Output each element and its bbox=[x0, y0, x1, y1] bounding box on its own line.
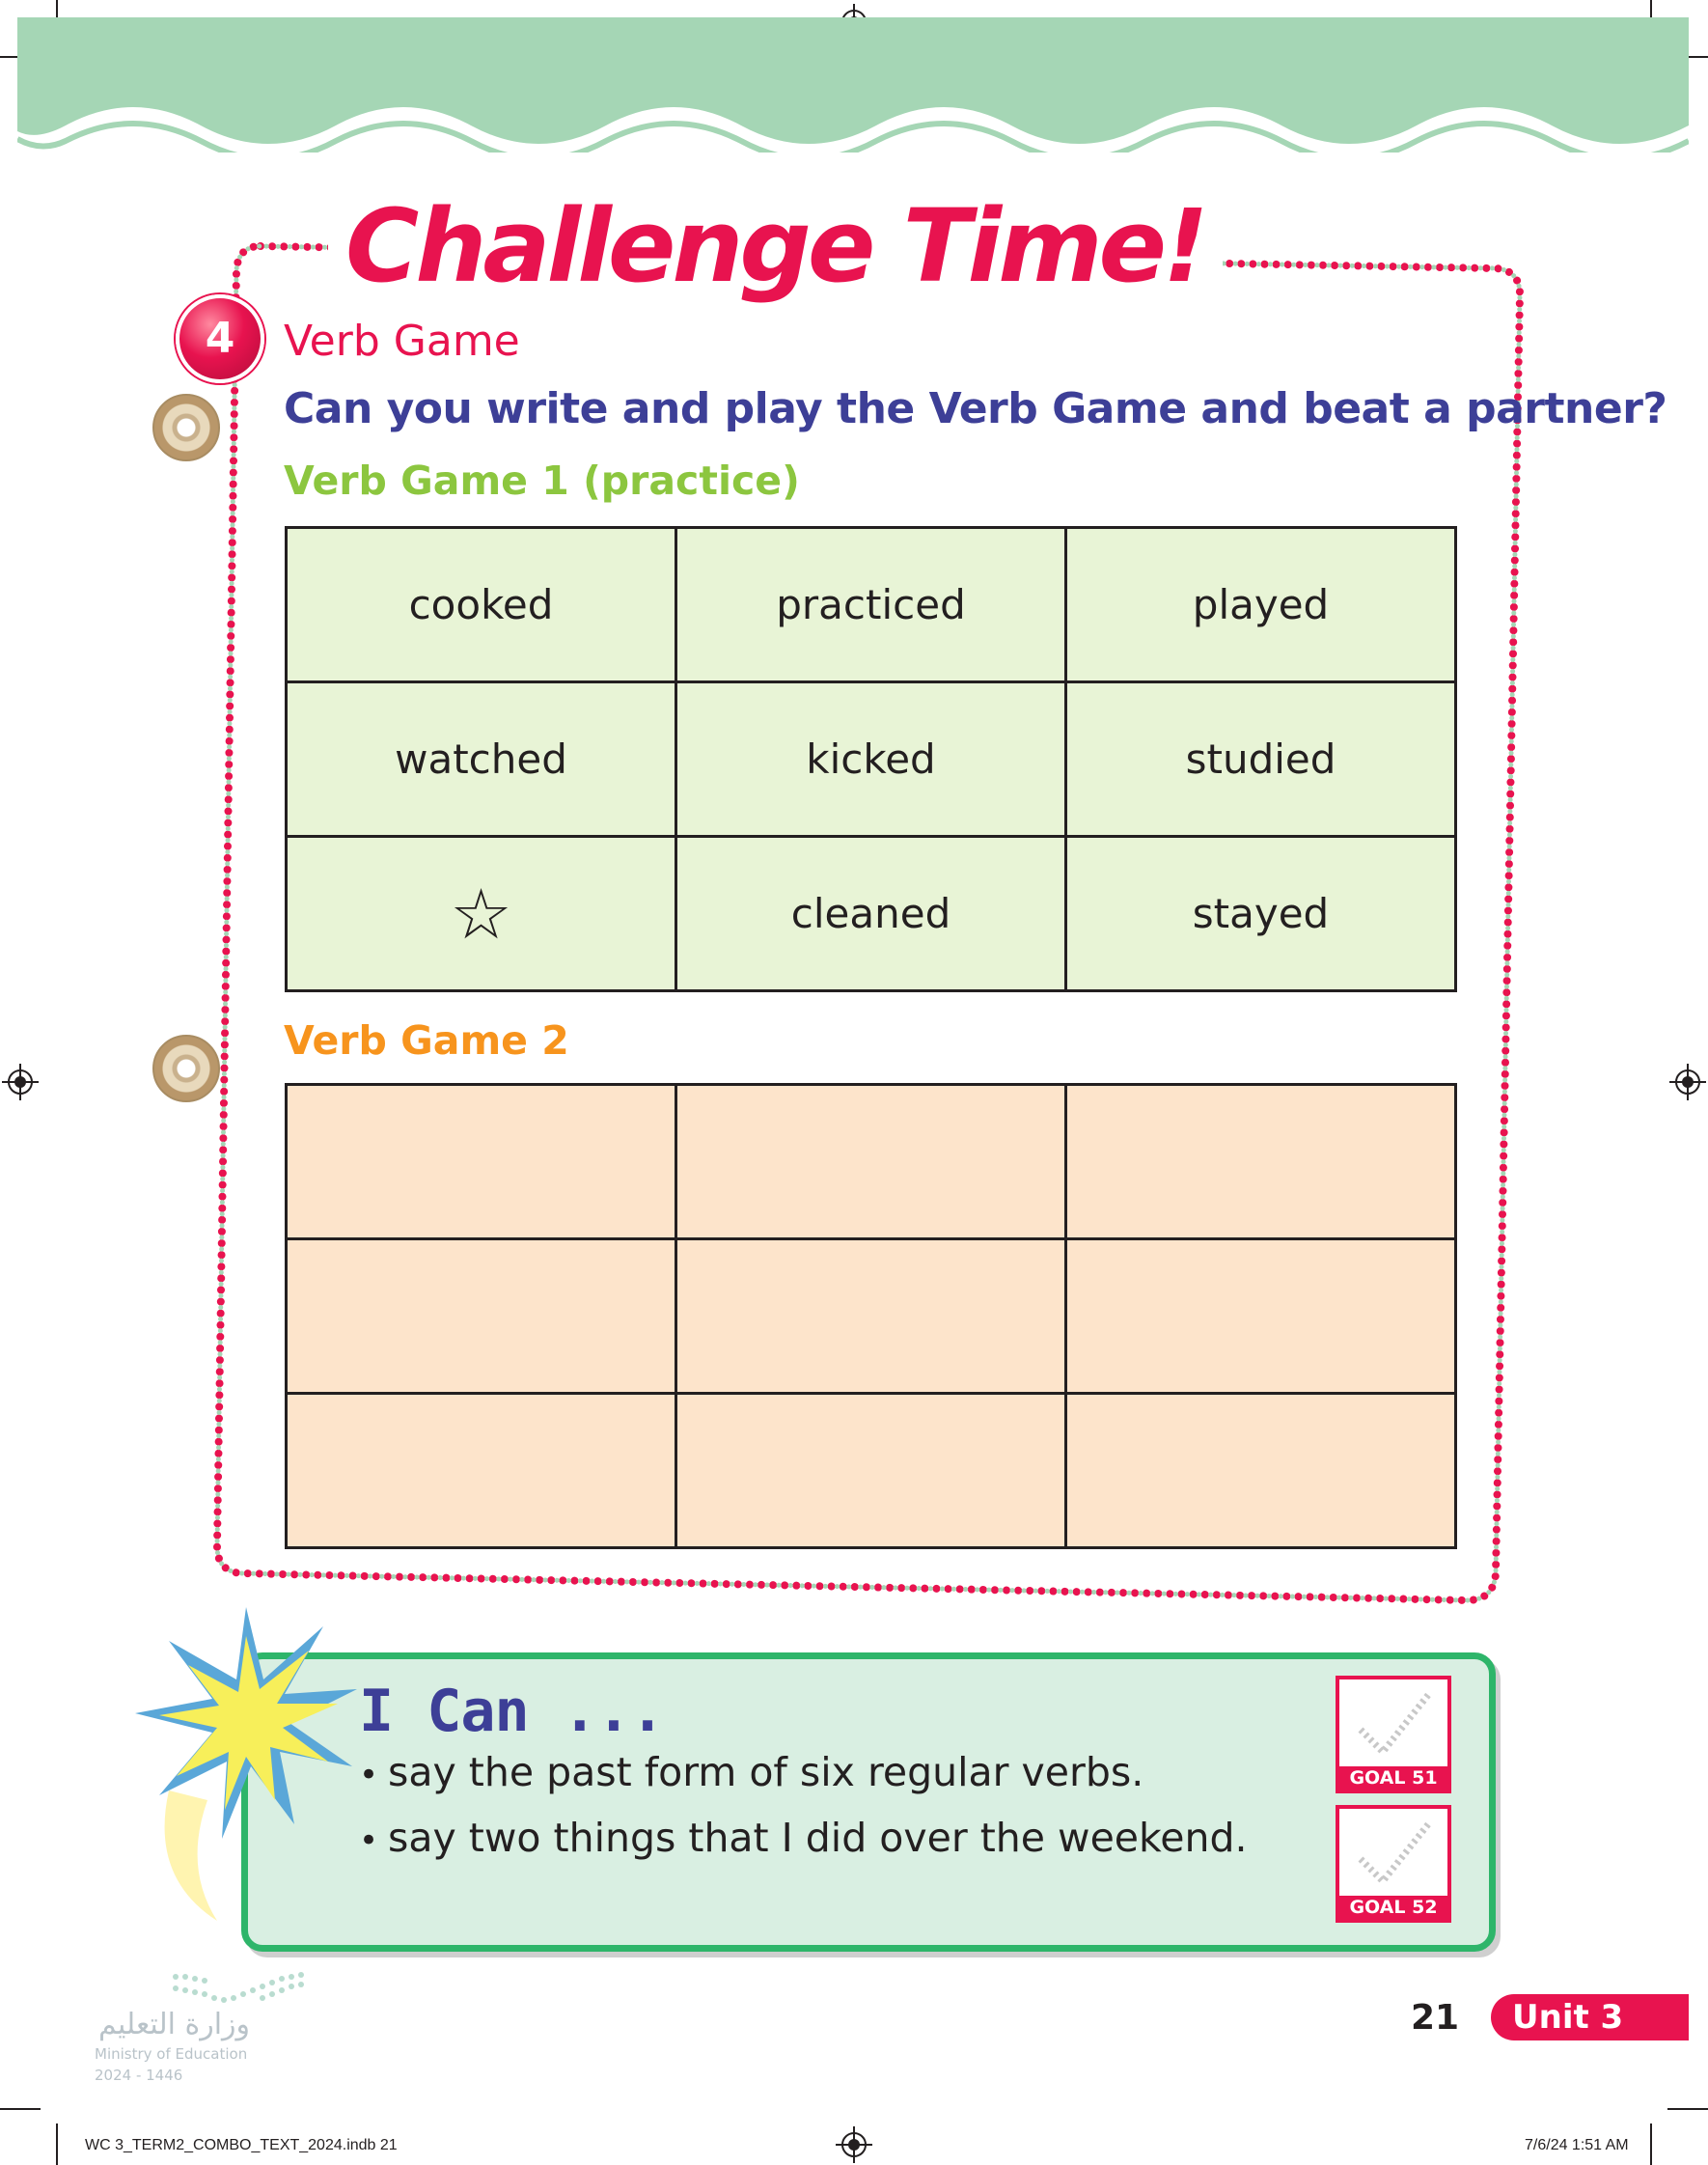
grid-cell: cooked bbox=[287, 528, 676, 682]
ministry-year: 2024 - 1446 bbox=[95, 2067, 183, 2084]
crop-mark bbox=[1650, 2123, 1652, 2165]
cd-icon bbox=[152, 394, 220, 461]
grid-cell: kicked bbox=[676, 682, 1066, 837]
unit-tag: Unit 3 bbox=[1491, 1994, 1689, 2040]
starburst-icon bbox=[130, 1597, 362, 1926]
page-number: 21 bbox=[1411, 1998, 1460, 2038]
grid-cell: cleaned bbox=[676, 837, 1066, 991]
grid-cell: watched bbox=[287, 682, 676, 837]
verb-game-1-grid bbox=[285, 526, 1457, 992]
empty-grid-cell[interactable] bbox=[1066, 1085, 1456, 1239]
crop-mark bbox=[0, 2108, 41, 2110]
page-title: Challenge Time! bbox=[328, 188, 1223, 304]
i-can-item-text: say the past form of six regular verbs. bbox=[388, 1749, 1144, 1795]
empty-grid-cell[interactable] bbox=[1066, 1239, 1456, 1394]
verb-game-1-label: Verb Game 1 (practice) bbox=[284, 458, 800, 504]
grid-cell: stayed bbox=[1066, 837, 1456, 991]
empty-grid-cell[interactable] bbox=[676, 1394, 1066, 1548]
bullet-icon: • bbox=[359, 1821, 379, 1860]
section-title: Verb Game bbox=[284, 317, 520, 366]
crop-mark bbox=[1667, 2108, 1708, 2110]
empty-grid-cell[interactable] bbox=[287, 1394, 676, 1548]
check-icon bbox=[1339, 1679, 1447, 1766]
cd-track-08[interactable] bbox=[145, 1035, 222, 1151]
empty-grid-cell[interactable] bbox=[1066, 1394, 1456, 1548]
bullet-icon: • bbox=[359, 1756, 379, 1794]
empty-grid-cell[interactable] bbox=[676, 1085, 1066, 1239]
i-can-item bbox=[359, 1749, 1143, 1795]
star-cell: ☆ bbox=[287, 837, 676, 991]
file-info: WC 3_TERM2_COMBO_TEXT_2024.indb 21 bbox=[85, 2137, 398, 2153]
goal-label: GOAL 51 bbox=[1339, 1766, 1447, 1790]
grid-cell: played bbox=[1066, 528, 1456, 682]
empty-grid-cell[interactable] bbox=[287, 1239, 676, 1394]
section-number-badge: 4 bbox=[176, 294, 264, 383]
section-question: Can you write and play the Verb Game and beat a partner? bbox=[284, 384, 1667, 433]
goal-label: GOAL 52 bbox=[1339, 1896, 1447, 1919]
i-can-item bbox=[359, 1815, 1248, 1861]
grid-cell: studied bbox=[1066, 682, 1456, 837]
cd-icon bbox=[152, 1035, 220, 1102]
registration-mark-icon bbox=[836, 2126, 872, 2163]
i-can-item-text: say two things that I did over the weekend. bbox=[388, 1815, 1248, 1861]
registration-mark-icon bbox=[1669, 1064, 1706, 1100]
ministry-logo bbox=[95, 1969, 326, 2084]
ministry-english: Ministry of Education bbox=[95, 2045, 248, 2063]
goal-checkbox-52[interactable] bbox=[1336, 1805, 1451, 1923]
grid-cell: practiced bbox=[676, 528, 1066, 682]
top-wave-banner bbox=[17, 17, 1689, 153]
verb-game-2-label: Verb Game 2 bbox=[284, 1017, 569, 1064]
verb-game-2-grid bbox=[285, 1083, 1457, 1549]
empty-grid-cell[interactable] bbox=[287, 1085, 676, 1239]
i-can-title: I Can ... bbox=[359, 1678, 665, 1745]
goal-checkbox-51[interactable] bbox=[1336, 1676, 1451, 1793]
ministry-emblem-icon bbox=[166, 1969, 320, 2017]
date-info: 7/6/24 1:51 AM bbox=[1525, 2137, 1629, 2153]
ministry-arabic: وزارة التعليم bbox=[98, 2008, 251, 2041]
cd-track-07[interactable] bbox=[145, 394, 222, 510]
cd-track-label: CD2 08 bbox=[145, 1077, 222, 1131]
empty-grid-cell[interactable] bbox=[676, 1239, 1066, 1394]
check-icon bbox=[1339, 1809, 1447, 1896]
cd-track-label: CD2 07 bbox=[145, 436, 222, 490]
crop-mark bbox=[56, 2123, 58, 2165]
registration-mark-icon bbox=[2, 1064, 39, 1100]
